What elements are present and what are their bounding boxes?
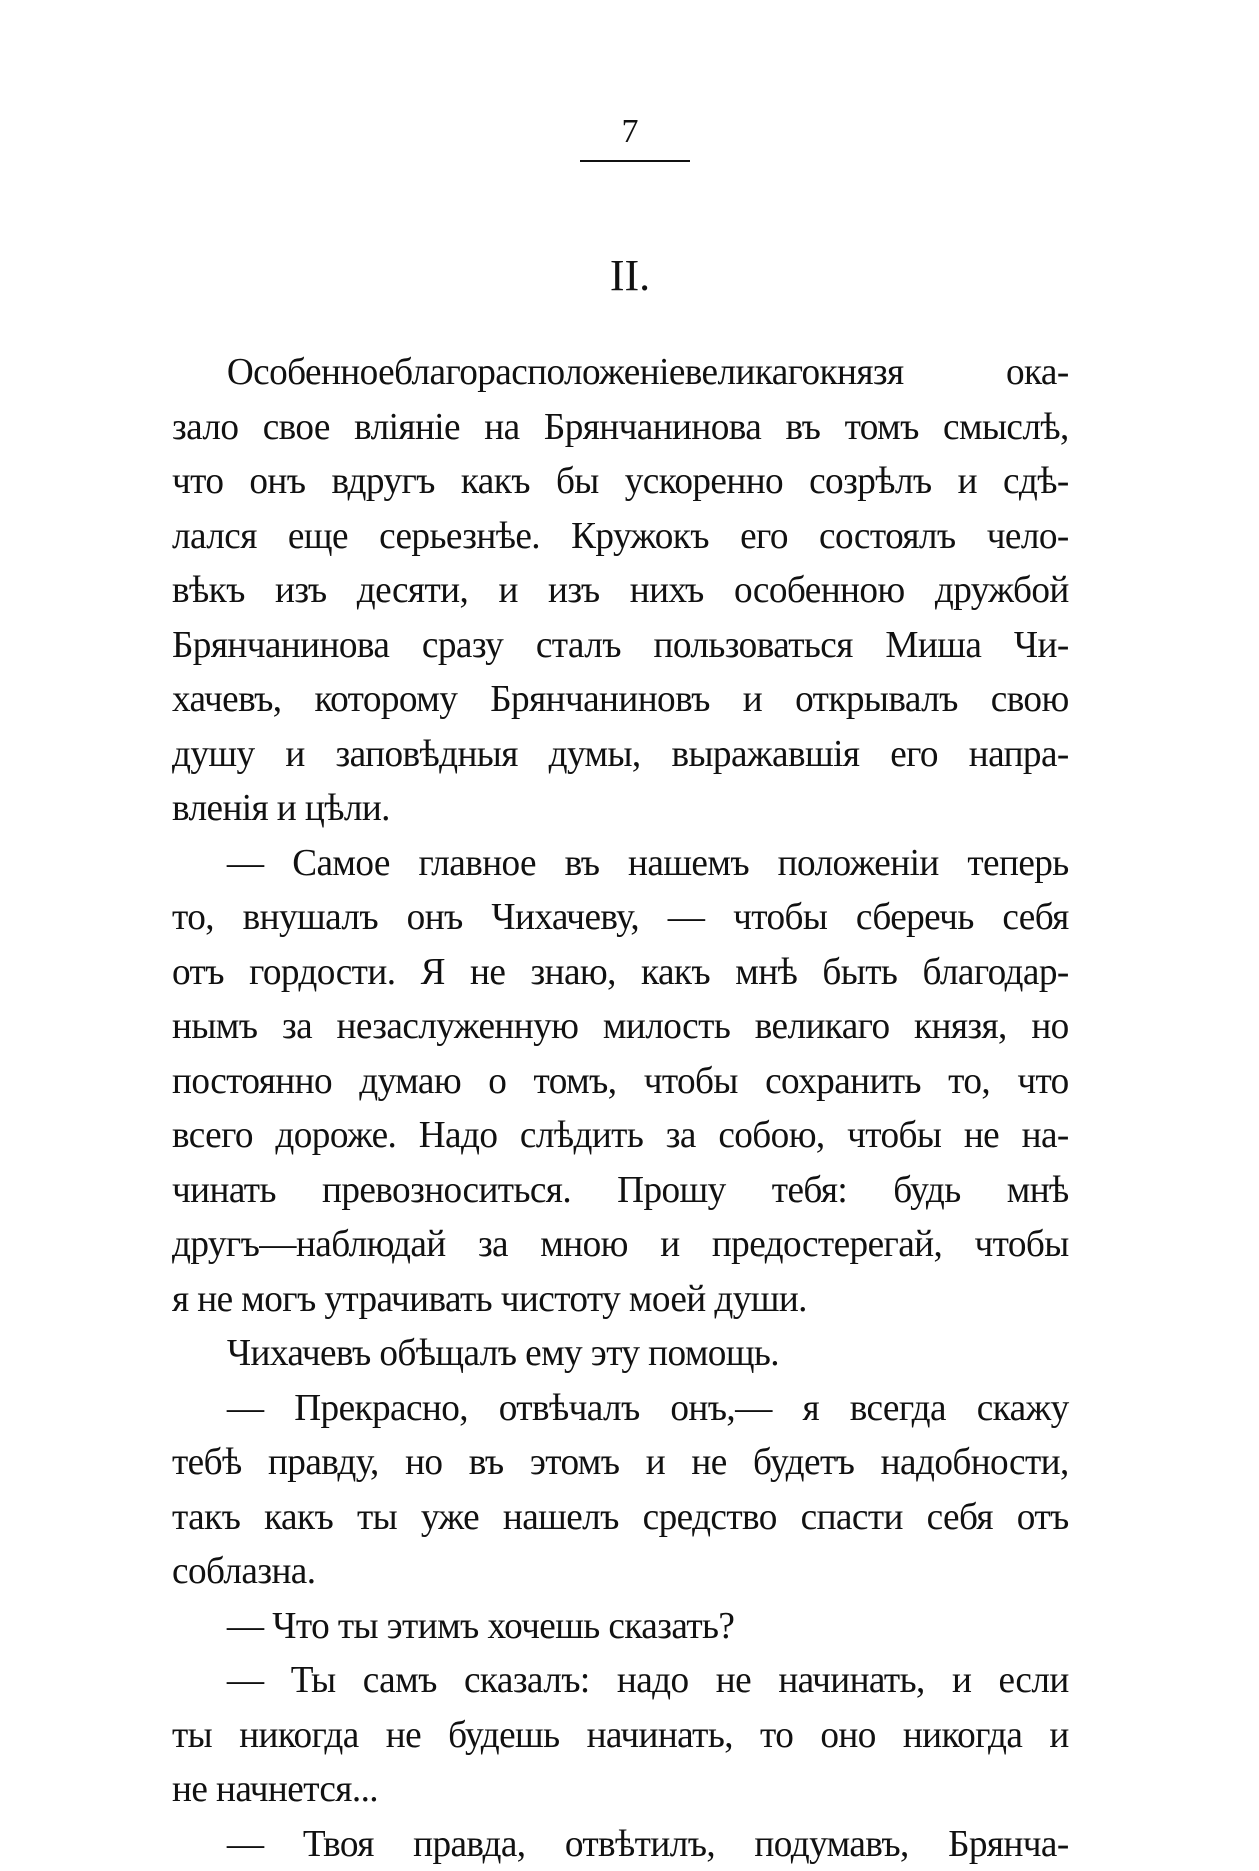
text-line: чинать превозноситься. Прошу тебя: будь мнѣ (172, 1163, 1069, 1218)
text-line: то, внушалъ онъ Чихачеву, — чтобы сберечь себя (172, 890, 1069, 945)
text-line: — Что ты этимъ хочешь сказать? (172, 1599, 1069, 1654)
text-line: я не могъ утрачивать чистоту моей души. (172, 1272, 1069, 1327)
text-line: не начнется... (172, 1762, 1069, 1817)
text-line: соблазна. (172, 1544, 1069, 1599)
text-line: вленія и цѣли. (172, 781, 1069, 836)
text-line: тебѣ правду, но въ этомъ и не будетъ надобности, (172, 1435, 1069, 1490)
text-line: постоянно думаю о томъ, чтобы сохранить то, что (172, 1054, 1069, 1109)
text-line: Особенноеблагорасположеніевеликагокнязя ока- (172, 345, 1069, 400)
text-line: всего дороже. Надо слѣдить за собою, чтобы не на- (172, 1108, 1069, 1163)
chapter-heading: II. (560, 248, 700, 304)
text-line: что онъ вдругъ какъ бы ускоренно созрѣлъ и сдѣ- (172, 454, 1069, 509)
page-number-rule (580, 160, 690, 162)
text-line: другъ—наблюдай за мною и предостерегай, чтобы (172, 1217, 1069, 1272)
body-text (172, 345, 1087, 1871)
text-line: хачевъ, которому Брянчаниновъ и открывалъ свою (172, 672, 1069, 727)
text-line: Брянчанинова сразу сталъ пользоваться Миша Чи- (172, 618, 1069, 673)
text-line: — Прекрасно, отвѣчалъ онъ,— я всегда скажу (172, 1381, 1069, 1436)
text-line: такъ какъ ты уже нашелъ средство спасти себя отъ (172, 1490, 1069, 1545)
text-line: лался еще серьезнѣе. Кружокъ его состоялъ чело- (172, 509, 1069, 564)
text-line: зало свое вліяніе на Брянчанинова въ томъ смыслѣ, (172, 400, 1069, 455)
text-line: нымъ за незаслуженную милость великаго князя, но (172, 999, 1069, 1054)
text-line: — Самое главное въ нашемъ положеніи теперь (172, 836, 1069, 891)
page-number: 7 (575, 112, 685, 152)
text-line: Чихачевъ обѣщалъ ему эту помощь. (172, 1326, 1069, 1381)
text-line: — Ты самъ сказалъ: надо не начинать, и если (172, 1653, 1069, 1708)
text-line: отъ гордости. Я не знаю, какъ мнѣ быть благодар- (172, 945, 1069, 1000)
text-line: душу и заповѣдныя думы, выражавшія его напра- (172, 727, 1069, 782)
text-line: — Твоя правда, отвѣтилъ, подумавъ, Брянча- (172, 1817, 1069, 1871)
text-line: ты никогда не будешь начинать, то оно никогда и (172, 1708, 1069, 1763)
text-line: вѣкъ изъ десяти, и изъ нихъ особенною дружбой (172, 563, 1069, 618)
